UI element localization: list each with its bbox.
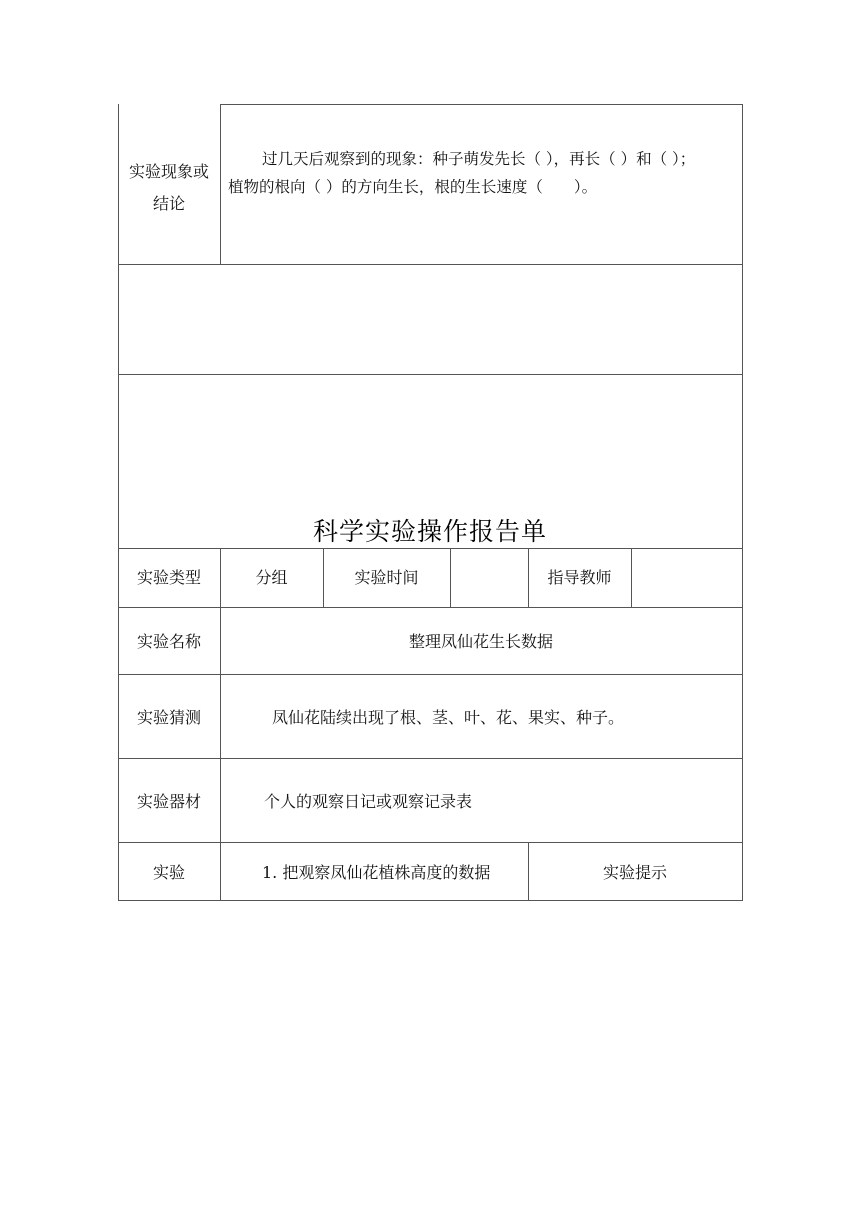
table-border [220, 548, 221, 901]
equipment-label: 实验器材 [136, 792, 201, 811]
table-border [118, 264, 742, 265]
steps-value: 1. 把观察凤仙花植株高度的数据 [262, 863, 491, 882]
page-title: 科学实验操作报告单 [312, 517, 547, 546]
result-text-line2: 植物的根向（ ）的方向生长，根的生长速度（ ）。 [228, 178, 598, 196]
table-border [118, 900, 742, 901]
result-text-line1: 过几天后观察到的现象：种子萌发先长（ ），再长（ ）和（ ）； [262, 150, 696, 168]
type-label: 实验类型 [136, 568, 201, 587]
table-border [118, 674, 742, 675]
guess-value: 凤仙花陆续出现了根、茎、叶、花、果实、种子。 [272, 708, 625, 727]
table-border [631, 548, 632, 607]
name-value: 整理凤仙花生长数据 [408, 632, 553, 651]
table-border [450, 548, 451, 607]
guess-label: 实验猜测 [136, 708, 201, 727]
table-border [220, 104, 221, 264]
table-border [118, 607, 742, 608]
steps-label: 实验 [152, 863, 185, 882]
table-border [220, 104, 742, 105]
type-value: 分组 [255, 568, 288, 587]
time-label: 实验时间 [354, 568, 419, 587]
table-border [118, 374, 742, 375]
equipment-value: 个人的观察日记或观察记录表 [264, 792, 473, 811]
table-border [118, 842, 742, 843]
table-border [742, 104, 743, 549]
result-label-line1: 实验现象或 [128, 162, 209, 181]
table-border [118, 548, 742, 549]
table-border [118, 758, 742, 759]
tips-label: 实验提示 [602, 863, 667, 882]
teacher-label: 指导教师 [547, 568, 612, 587]
table-border [742, 548, 743, 901]
result-label-line2: 结论 [152, 194, 185, 213]
name-label: 实验名称 [136, 632, 201, 651]
